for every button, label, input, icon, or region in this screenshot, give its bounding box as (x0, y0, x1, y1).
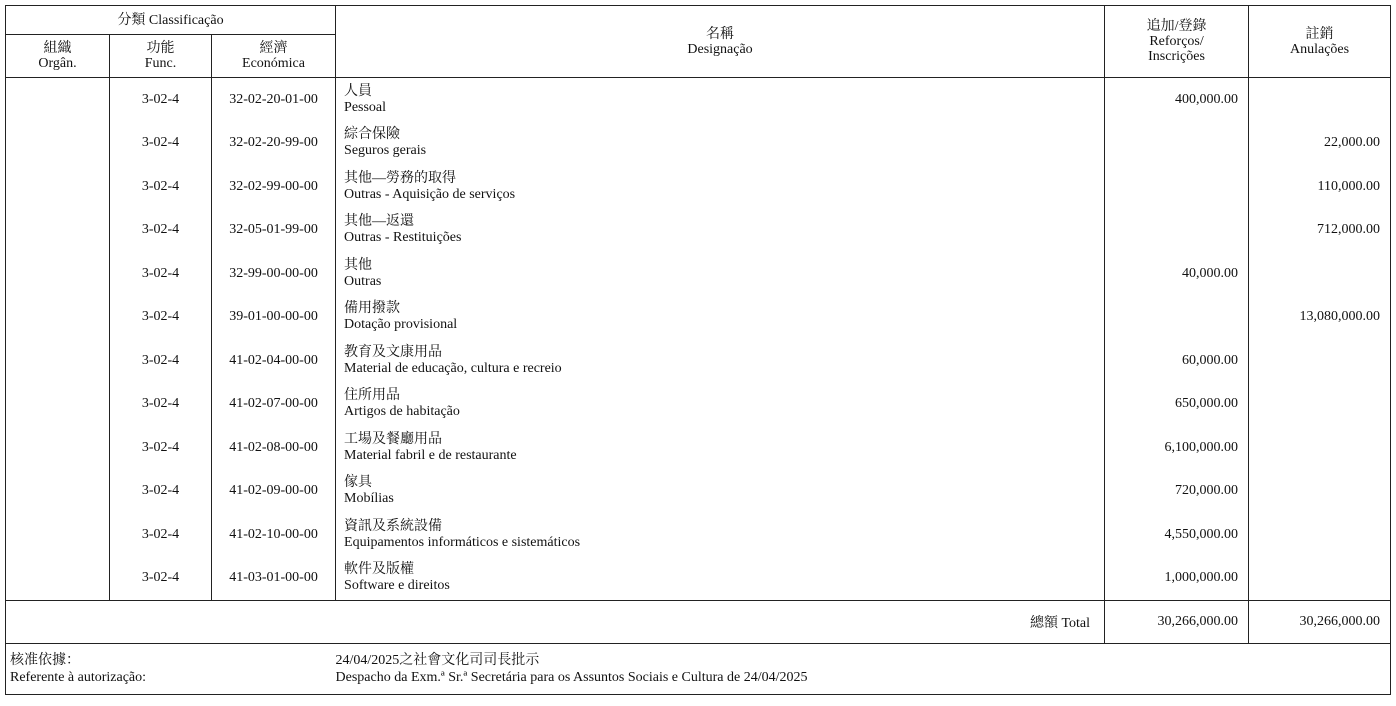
organ-cell (6, 557, 110, 601)
table-row (6, 383, 1391, 427)
reinforcement-header-zh: 追加/登錄 (1146, 19, 1207, 34)
organ-cell (6, 252, 110, 296)
organ-cell (6, 296, 110, 340)
function-header (110, 35, 212, 78)
annulment-header-zh: 註銷 (1305, 26, 1334, 42)
designation-pt: Material fabril e de restaurante (344, 447, 517, 463)
function-header-zh: 功能 (146, 41, 175, 56)
header-row-top (6, 6, 1391, 35)
function-code: 3-02-4 (110, 557, 212, 601)
designation-pt: Outras (344, 273, 382, 289)
authorization-row (6, 644, 1391, 695)
designation-zh: 其他—返還 (344, 214, 415, 230)
reinforcement-amount (1105, 122, 1249, 166)
reinforcement-amount: 4,550,000.00 (1105, 513, 1249, 557)
reinforcement-amount: 720,000.00 (1105, 470, 1249, 514)
designation-cell (336, 252, 1105, 296)
annulment-amount (1249, 513, 1391, 557)
function-code: 3-02-4 (110, 209, 212, 253)
designation-cell (336, 78, 1105, 122)
function-header-pt: Func. (144, 56, 177, 71)
table-row (6, 209, 1391, 253)
reinforcement-amount (1105, 165, 1249, 209)
total-annulment: 30,266,000.00 (1249, 601, 1391, 644)
economic-code: 32-02-20-99-00 (212, 122, 336, 166)
designation-header-zh: 名稱 (706, 26, 735, 42)
designation-zh: 教育及文康用品 (344, 344, 443, 360)
table-row (6, 122, 1391, 166)
designation-pt: Seguros gerais (344, 143, 427, 159)
reinforcement-header-pt1: Reforços/ (1149, 34, 1204, 49)
function-code: 3-02-4 (110, 339, 212, 383)
economic-code: 32-99-00-00-00 (212, 252, 336, 296)
reinforcement-amount: 60,000.00 (1105, 339, 1249, 383)
organ-cell (6, 165, 110, 209)
table-row (6, 513, 1391, 557)
function-code: 3-02-4 (110, 470, 212, 514)
annulment-amount (1249, 470, 1391, 514)
designation-pt: Software e direitos (344, 578, 450, 594)
designation-zh: 綜合保險 (344, 127, 401, 143)
designation-cell (336, 470, 1105, 514)
function-code: 3-02-4 (110, 165, 212, 209)
organ-cell (6, 383, 110, 427)
annulment-amount: 13,080,000.00 (1249, 296, 1391, 340)
annulment-header (1249, 6, 1391, 78)
designation-zh: 軟件及版權 (344, 562, 415, 578)
authorization-label (6, 644, 336, 695)
table-row (6, 296, 1391, 340)
organ-header-pt: Orgân. (38, 56, 77, 71)
authorization-text (336, 644, 1391, 695)
economic-code: 41-03-01-00-00 (212, 557, 336, 601)
designation-pt: Artigos de habitação (344, 404, 460, 420)
organ-cell (6, 122, 110, 166)
annulment-header-pt: Anulações (1289, 41, 1350, 57)
designation-zh: 住所用品 (344, 388, 401, 404)
designation-pt: Mobílias (344, 491, 394, 507)
reinforcement-amount: 6,100,000.00 (1105, 426, 1249, 470)
designation-header (336, 6, 1105, 78)
designation-pt: Material de educação, cultura e recreio (344, 360, 562, 376)
organ-cell (6, 78, 110, 122)
economic-code: 32-05-01-99-00 (212, 209, 336, 253)
designation-cell (336, 513, 1105, 557)
reinforcement-header (1105, 6, 1249, 78)
table-row (6, 557, 1391, 601)
reinforcement-amount (1105, 209, 1249, 253)
organ-cell (6, 513, 110, 557)
organ-header-zh: 組織 (43, 41, 72, 56)
authorization-label-zh: 核准依據： (10, 653, 80, 668)
designation-cell (336, 339, 1105, 383)
annulment-amount: 110,000.00 (1249, 165, 1391, 209)
reinforcement-header-pt2: Inscrições (1148, 49, 1205, 64)
economic-code: 41-02-09-00-00 (212, 470, 336, 514)
function-code: 3-02-4 (110, 122, 212, 166)
annulment-amount (1249, 339, 1391, 383)
economic-code: 41-02-08-00-00 (212, 426, 336, 470)
table-row (6, 339, 1391, 383)
designation-pt: Outras - Aquisição de serviços (344, 186, 516, 202)
economic-code: 39-01-00-00-00 (212, 296, 336, 340)
function-code: 3-02-4 (110, 252, 212, 296)
economic-code: 41-02-10-00-00 (212, 513, 336, 557)
function-code: 3-02-4 (110, 513, 212, 557)
reinforcement-amount (1105, 296, 1249, 340)
function-code: 3-02-4 (110, 296, 212, 340)
designation-zh: 工場及餐廳用品 (344, 431, 443, 447)
reinforcement-amount: 650,000.00 (1105, 383, 1249, 427)
designation-zh: 其他 (344, 257, 373, 273)
table-row (6, 470, 1391, 514)
designation-zh: 人員 (344, 83, 373, 99)
designation-zh: 備用撥款 (344, 301, 401, 317)
table-row (6, 78, 1391, 122)
designation-cell (336, 165, 1105, 209)
economic-header-zh: 經濟 (259, 41, 288, 56)
classification-header: 分類 Classificação (6, 6, 336, 35)
table-row (6, 426, 1391, 470)
function-code: 3-02-4 (110, 78, 212, 122)
organ-header (6, 35, 110, 78)
authorization-text-pt: Despacho da Exm.ª Sr.ª Secretária para os Assuntos Sociais e Cultura de 24/04/2025 (335, 670, 808, 685)
organ-cell (6, 209, 110, 253)
designation-cell (336, 122, 1105, 166)
reinforcement-amount: 1,000,000.00 (1105, 557, 1249, 601)
designation-cell (336, 426, 1105, 470)
economic-header (212, 35, 336, 78)
annulment-amount (1249, 252, 1391, 296)
annulment-amount: 22,000.00 (1249, 122, 1391, 166)
organ-cell (6, 470, 110, 514)
function-code: 3-02-4 (110, 383, 212, 427)
economic-header-pt: Económica (242, 56, 305, 71)
designation-pt: Pessoal (344, 99, 387, 115)
organ-cell (6, 339, 110, 383)
annulment-amount: 712,000.00 (1249, 209, 1391, 253)
economic-code: 41-02-04-00-00 (212, 339, 336, 383)
annulment-amount (1249, 557, 1391, 601)
economic-code: 41-02-07-00-00 (212, 383, 336, 427)
designation-pt: Dotação provisional (344, 317, 458, 333)
annulment-amount (1249, 78, 1391, 122)
budget-table (5, 5, 1391, 695)
table-body (6, 78, 1391, 695)
organ-cell (6, 426, 110, 470)
annulment-amount (1249, 383, 1391, 427)
designation-cell (336, 557, 1105, 601)
function-code: 3-02-4 (110, 426, 212, 470)
annulment-amount (1249, 426, 1391, 470)
reinforcement-amount: 40,000.00 (1105, 252, 1249, 296)
table-row (6, 165, 1391, 209)
table-row (6, 252, 1391, 296)
total-spacer (6, 601, 336, 644)
authorization-label-pt: Referente à autorização: (10, 670, 147, 685)
designation-zh: 資訊及系統設備 (344, 518, 443, 534)
reinforcement-amount: 400,000.00 (1105, 78, 1249, 122)
designation-zh: 傢具 (344, 475, 373, 491)
total-reinforcement: 30,266,000.00 (1105, 601, 1249, 644)
total-label: 總額 Total (336, 601, 1105, 644)
total-row (6, 601, 1391, 644)
economic-code: 32-02-99-00-00 (212, 165, 336, 209)
economic-code: 32-02-20-01-00 (212, 78, 336, 122)
authorization-text-zh: 24/04/2025之社會文化司司長批示 (335, 653, 540, 668)
designation-cell (336, 383, 1105, 427)
designation-cell (336, 296, 1105, 340)
designation-pt: Outras - Restituições (344, 230, 462, 246)
designation-header-pt: Designação (687, 41, 753, 57)
designation-zh: 其他—勞務的取得 (344, 170, 457, 186)
designation-cell (336, 209, 1105, 253)
designation-pt: Equipamentos informáticos e sistemáticos (344, 534, 581, 550)
